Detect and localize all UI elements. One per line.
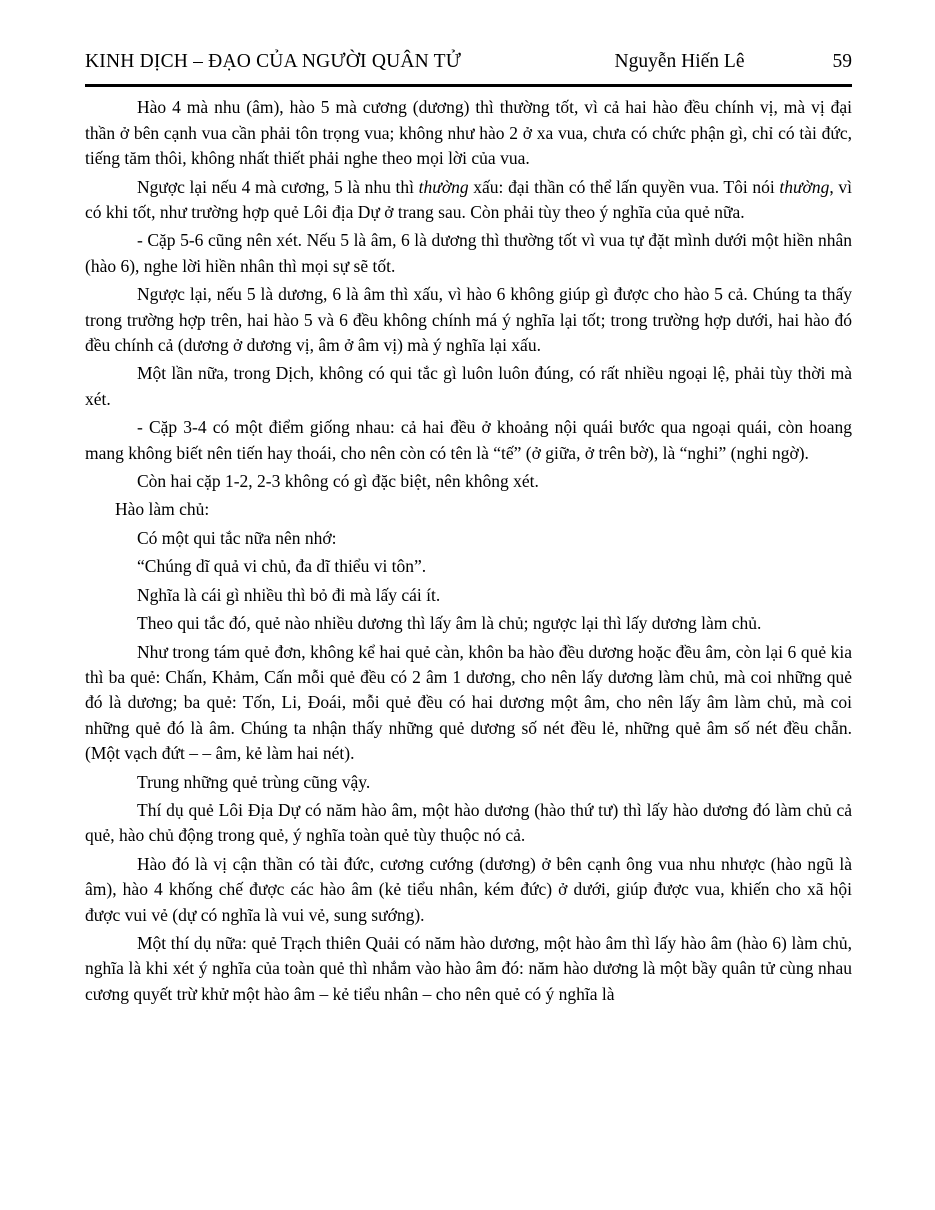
paragraph [85,640,852,767]
text-run: Ngược lại, nếu 5 là dương, 6 là âm thì xấu, vì hào 6 không giúp gì được cho hào 5 cả. Chúng ta thấy trong trường hợp trên, hai hào 5 và 6 đều không chính má ý nghĩa lại tốt; trong trường hợp dưới, hai hào đó đều chính cả (dương ở dương vị, âm ở âm vị) mà ý nghĩa lại xấu. [85,284,852,356]
paragraph [85,95,852,171]
paragraph [85,798,852,849]
text-run: - Cặp 5-6 cũng nên xét. Nếu 5 là âm, 6 là dương thì thường tốt vì vua tự đặt mình dưới một hiền nhân (hào 6), nghe lời hiền nhân thì mọi sự sẽ tốt. [85,230,852,276]
paragraph [85,852,852,928]
text-run: Như trong tám quẻ đơn, không kể hai quẻ càn, khôn ba hào đều dương hoặc đều âm, còn lại 6 quẻ kia thì ba quẻ: Chấn, Khảm, Cấn mỗi quẻ đều có 2 âm 1 dương, cho nên lấy dương làm chủ, mà coi những quẻ đó là dương; ba quẻ: Tốn, Li, Đoái, mỗi quẻ đều có hai dương một âm, cho nên lấy âm làm chủ, mà coi những quẻ đó là âm. Chúng ta nhận thấy những quẻ dương số nét đều lẻ, những quẻ âm số nét đều chẵn. (Một vạch đứt – – âm, kẻ làm hai nét). [85,641,852,764]
text-run: “Chúng dĩ quả vi chủ, đa dĩ thiểu vi tôn”. [137,556,427,577]
text-run: Hào 4 mà nhu (âm), hào 5 mà cương (dương) thì thường tốt, vì cả hai hào đều chính vị, mà vị đại thần ở bên cạnh vua cần phải tôn trọng vua; không như hào 2 ở xa vua, chưa có chức phận gì, chỉ có tài đức, tiếng tăm thôi, không nhất thiết phải nghe theo mọi lời của vua. [85,97,852,169]
text-run: Một lần nữa, trong Dịch, không có qui tắc gì luôn luôn đúng, có rất nhiều ngoại lệ, phải tùy thời mà xét. [85,363,852,409]
text-run: - Cặp 3-4 có một điểm giống nhau: cả hai đều ở khoảng nội quái bước qua ngoại quái, còn hoang mang không biết nên tiến hay thoái, cho nên còn có tên là “tế” (ở giữa, ở trên bờ), là “nghi” (nghi ngờ). [85,417,852,463]
text-run: , vì có khi tốt, như trường hợp quẻ Lôi địa Dự ở trang sau. Còn phải tùy theo ý nghĩa của quẻ nữa. [85,176,852,223]
paragraph [85,228,852,279]
paragraph [85,931,852,1007]
paragraph [85,611,852,636]
paragraph [85,175,852,226]
text-run: Trung những quẻ trùng cũng vậy. [137,771,371,792]
paragraph [85,497,852,522]
text-run: Có một qui tắc nữa nên nhớ: [137,527,337,548]
text-run: Hào đó là vị cận thần có tài đức, cương cướng (dương) ở bên cạnh ông vua nhu nhược (hào ngũ là âm), hào 4 khống chế được các hào âm (kẻ tiểu nhân, kém đức) ở dưới, giúp được vua, khiến cho xã hội được vui vẻ (dự có nghĩa là vui vẻ, sung sướng). [85,853,852,925]
paragraph [85,526,852,551]
text-run: Hào làm chủ: [115,499,210,520]
paragraph [85,282,852,358]
page-number: 59 [832,51,852,72]
paragraph [85,770,852,795]
text-run: Ngược lại nếu 4 mà cương, 5 là nhu thì [137,176,419,197]
text-run: Nghĩa là cái gì nhiều thì bỏ đi mà lấy cái ít. [137,584,441,605]
italic-text-run: thường [418,176,469,197]
paragraph [85,415,852,466]
book-title: KINH DỊCH – ĐẠO CỦA NGƯỜI QUÂN TỬ [85,51,462,72]
text-run: Theo qui tắc đó, quẻ nào nhiều dương thì lấy âm là chủ; ngược lại thì lấy dương làm chủ. [137,613,762,634]
paragraph [85,469,852,494]
text-run: Còn hai cặp 1-2, 2-3 không có gì đặc biệt, nên không xét. [137,471,539,492]
page-body [85,87,852,1007]
paragraph [85,554,852,579]
text-run: Một thí dụ nữa: quẻ Trạch thiên Quải có năm hào dương, một hào âm thì lấy hào âm (hào 6) làm chủ, nghĩa là khi xét ý nghĩa của toàn quẻ thì nhắm vào hào âm đó: năm hào dương là một bầy quân tử cùng nhau cương quyết trừ khử một hào âm – kẻ tiểu nhân – cho nên quẻ có ý nghĩa là [85,932,852,1004]
paragraph [85,361,852,412]
text-run: xấu: đại thần có thể lấn quyền vua. Tôi nói [468,176,780,197]
italic-text-run: thường [779,176,830,197]
running-header [85,50,852,73]
text-run: Thí dụ quẻ Lôi Địa Dự có năm hào âm, một hào dương (hào thứ tư) thì lấy hào dương đó làm chủ cả quẻ, hào chủ động trong quẻ, ý nghĩa toàn quẻ tùy thuộc nó cả. [85,799,852,846]
page-content [85,0,852,1007]
paragraph [85,583,852,608]
author-name: Nguyễn Hiến Lê [614,51,745,72]
